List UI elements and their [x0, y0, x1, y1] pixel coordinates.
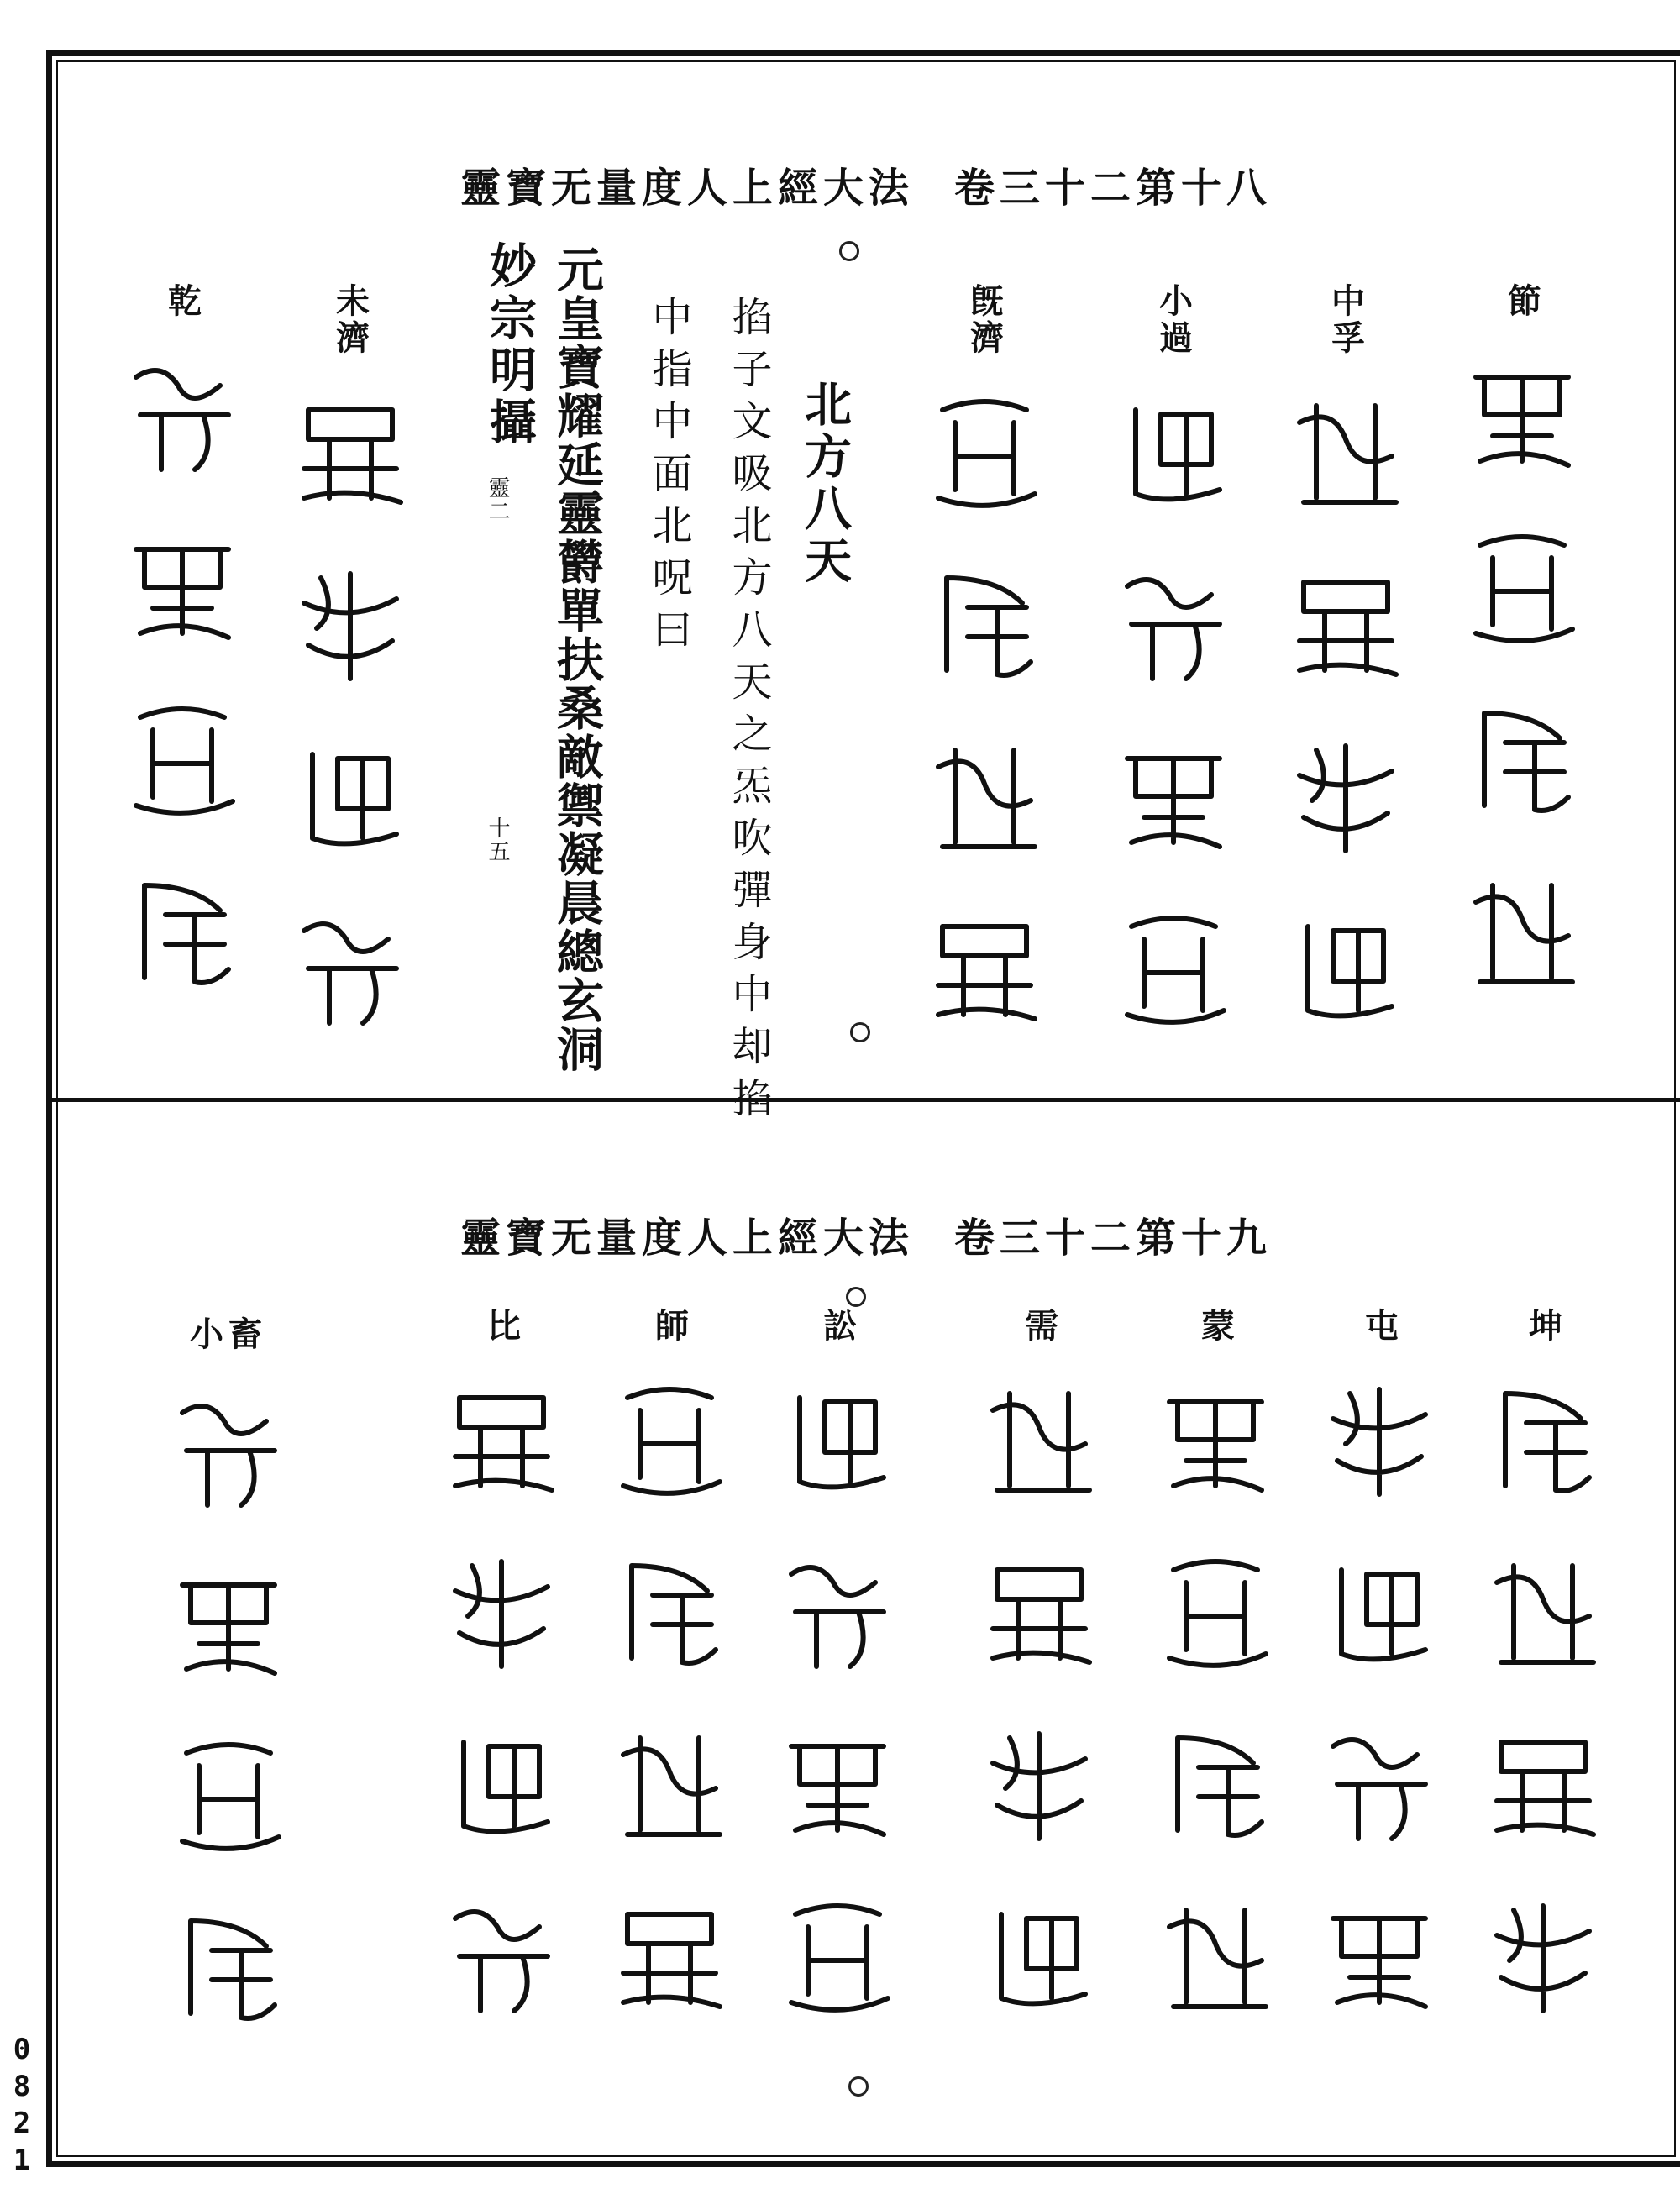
hexagram-column — [766, 1308, 909, 2065]
seal-glyph — [774, 1377, 900, 1503]
seal-glyph — [1459, 524, 1585, 650]
bottom-header-volume: 卷三十二第十九 — [954, 1215, 1273, 1262]
seal-glyph — [976, 1549, 1102, 1675]
seal-glyph — [1152, 1893, 1278, 2019]
seal-glyph — [438, 1721, 564, 1847]
seal-glyph-stack — [1283, 389, 1409, 1078]
seal-glyph — [921, 389, 1047, 515]
seal-glyph — [1459, 352, 1585, 478]
seal-glyph — [1152, 1549, 1278, 1675]
seal-glyph — [287, 561, 413, 687]
hexagram-column — [279, 283, 422, 1078]
hexagram-column — [1102, 283, 1245, 1078]
seal-glyph — [287, 905, 413, 1031]
seal-glyph — [1316, 1377, 1442, 1503]
seal-glyph — [1283, 733, 1409, 859]
seal-glyph — [1480, 1377, 1606, 1503]
seal-glyph — [438, 1893, 564, 2019]
seal-glyph-stack — [1316, 1377, 1442, 2065]
hexagram-label: 需 — [1019, 1308, 1059, 1345]
seal-glyph — [774, 1721, 900, 1847]
seal-glyph — [1316, 1549, 1442, 1675]
hexagram-column — [128, 1308, 329, 2076]
hexagram-label: 比 — [481, 1308, 522, 1345]
seal-glyph — [1480, 1721, 1606, 1847]
text-line: 掐子文吸北方八天之炁吹彈身中却掐 — [725, 296, 772, 1129]
seal-glyph-stack — [287, 389, 413, 1078]
binding-hole-top-2 — [850, 1022, 870, 1042]
hexagram-label: 師 — [649, 1308, 690, 1345]
top-header-title: 靈寶无量度人上經大法 — [459, 165, 914, 212]
hexagram-column — [1308, 1308, 1451, 2065]
seal-glyph-stack — [1459, 352, 1585, 1041]
hexagram-column — [111, 283, 254, 1041]
seal-glyph — [119, 696, 245, 822]
seal-glyph — [921, 905, 1047, 1031]
section-heading: 北方八天 — [797, 380, 853, 588]
hexagram-label: 小過 — [1153, 283, 1194, 357]
bottom-header-title: 靈寶无量度人上經大法 — [459, 1215, 914, 1262]
seal-glyph — [1316, 1721, 1442, 1847]
seal-glyph — [1283, 389, 1409, 515]
seal-glyph-stack — [165, 1388, 291, 2076]
seal-glyph — [1110, 561, 1236, 687]
hexagram-column — [968, 1308, 1110, 2065]
hexagram-column — [1451, 283, 1593, 1041]
seal-glyph — [1152, 1377, 1278, 1503]
seal-glyph-stack — [921, 389, 1047, 1078]
hexagram-label: 旣濟 — [964, 283, 1005, 357]
hexagram-column — [1472, 1308, 1614, 2065]
seal-glyph — [1459, 696, 1585, 822]
hexagram-column — [598, 1308, 741, 2065]
seal-glyph — [921, 733, 1047, 859]
page-frame — [46, 50, 1680, 2167]
seal-glyph — [1110, 733, 1236, 859]
incantation-line: 元皇寶耀延靈欝單扶桑敵禦凝晨總玄洞 — [549, 245, 605, 1073]
seal-glyph — [438, 1377, 564, 1503]
seal-glyph — [165, 1388, 291, 1514]
top-panel — [52, 56, 1680, 1129]
hexagram-column — [1144, 1308, 1287, 2065]
seal-glyph — [165, 1560, 291, 1686]
seal-glyph — [119, 524, 245, 650]
bottom-header — [52, 1205, 1680, 1263]
hexagram-column — [913, 283, 1056, 1078]
seal-glyph — [921, 561, 1047, 687]
seal-glyph — [1283, 905, 1409, 1031]
seal-glyph — [165, 1904, 291, 2030]
seal-glyph — [606, 1549, 732, 1675]
hexagram-label: 小畜 — [190, 1315, 267, 1354]
seal-glyph — [774, 1549, 900, 1675]
seal-glyph — [1480, 1893, 1606, 2019]
seal-glyph-stack — [976, 1377, 1102, 2065]
seal-glyph — [287, 733, 413, 859]
seal-glyph — [606, 1377, 732, 1503]
seal-glyph — [976, 1377, 1102, 1503]
seal-glyph — [1283, 561, 1409, 687]
seal-glyph — [606, 1893, 732, 2019]
seal-glyph-stack — [1152, 1377, 1278, 2065]
seal-glyph — [1110, 905, 1236, 1031]
binding-hole-bottom-1 — [846, 1287, 866, 1307]
seal-glyph — [119, 869, 245, 995]
seal-glyph — [287, 389, 413, 515]
seal-glyph-stack — [606, 1377, 732, 2065]
hexagram-label: 訟 — [817, 1308, 858, 1345]
seal-glyph-stack — [438, 1377, 564, 2065]
margin-note: 十五 — [485, 816, 510, 863]
seal-glyph — [976, 1721, 1102, 1847]
hexagram-label: 節 — [1502, 283, 1542, 320]
seal-glyph — [165, 1732, 291, 1858]
hexagram-column — [1274, 283, 1417, 1078]
hexagram-label: 蒙 — [1195, 1308, 1236, 1345]
top-header — [52, 155, 1680, 213]
seal-glyph-stack — [774, 1377, 900, 2065]
incantation-line: 妙宗明攝 — [482, 241, 538, 449]
seal-glyph-stack — [119, 352, 245, 1041]
seal-glyph — [1316, 1893, 1442, 2019]
binding-hole-top-1 — [839, 241, 859, 261]
binding-hole-bottom-2 — [848, 2076, 869, 2097]
seal-glyph — [1110, 389, 1236, 515]
bottom-panel — [52, 1102, 1680, 2161]
seal-glyph — [606, 1721, 732, 1847]
hexagram-label: 屯 — [1359, 1308, 1399, 1345]
page-number: 0821 — [5, 2033, 39, 2181]
hexagram-column — [430, 1308, 573, 2065]
seal-glyph — [438, 1549, 564, 1675]
margin-note: 靈二 — [485, 476, 510, 523]
seal-glyph — [774, 1893, 900, 2019]
hexagram-label: 未濟 — [330, 283, 370, 357]
hexagram-label: 坤 — [1523, 1308, 1563, 1345]
top-header-volume: 卷三十二第十八 — [954, 165, 1273, 212]
seal-glyph — [1152, 1721, 1278, 1847]
hexagram-label: 中孚 — [1326, 283, 1366, 357]
seal-glyph — [976, 1893, 1102, 2019]
text-line: 中指中面北呪曰 — [645, 296, 692, 660]
seal-glyph-stack — [1110, 389, 1236, 1078]
seal-glyph — [1480, 1549, 1606, 1675]
hexagram-label: 乾 — [162, 283, 202, 320]
seal-glyph — [119, 352, 245, 478]
seal-glyph — [1459, 869, 1585, 995]
seal-glyph-stack — [1480, 1377, 1606, 2065]
